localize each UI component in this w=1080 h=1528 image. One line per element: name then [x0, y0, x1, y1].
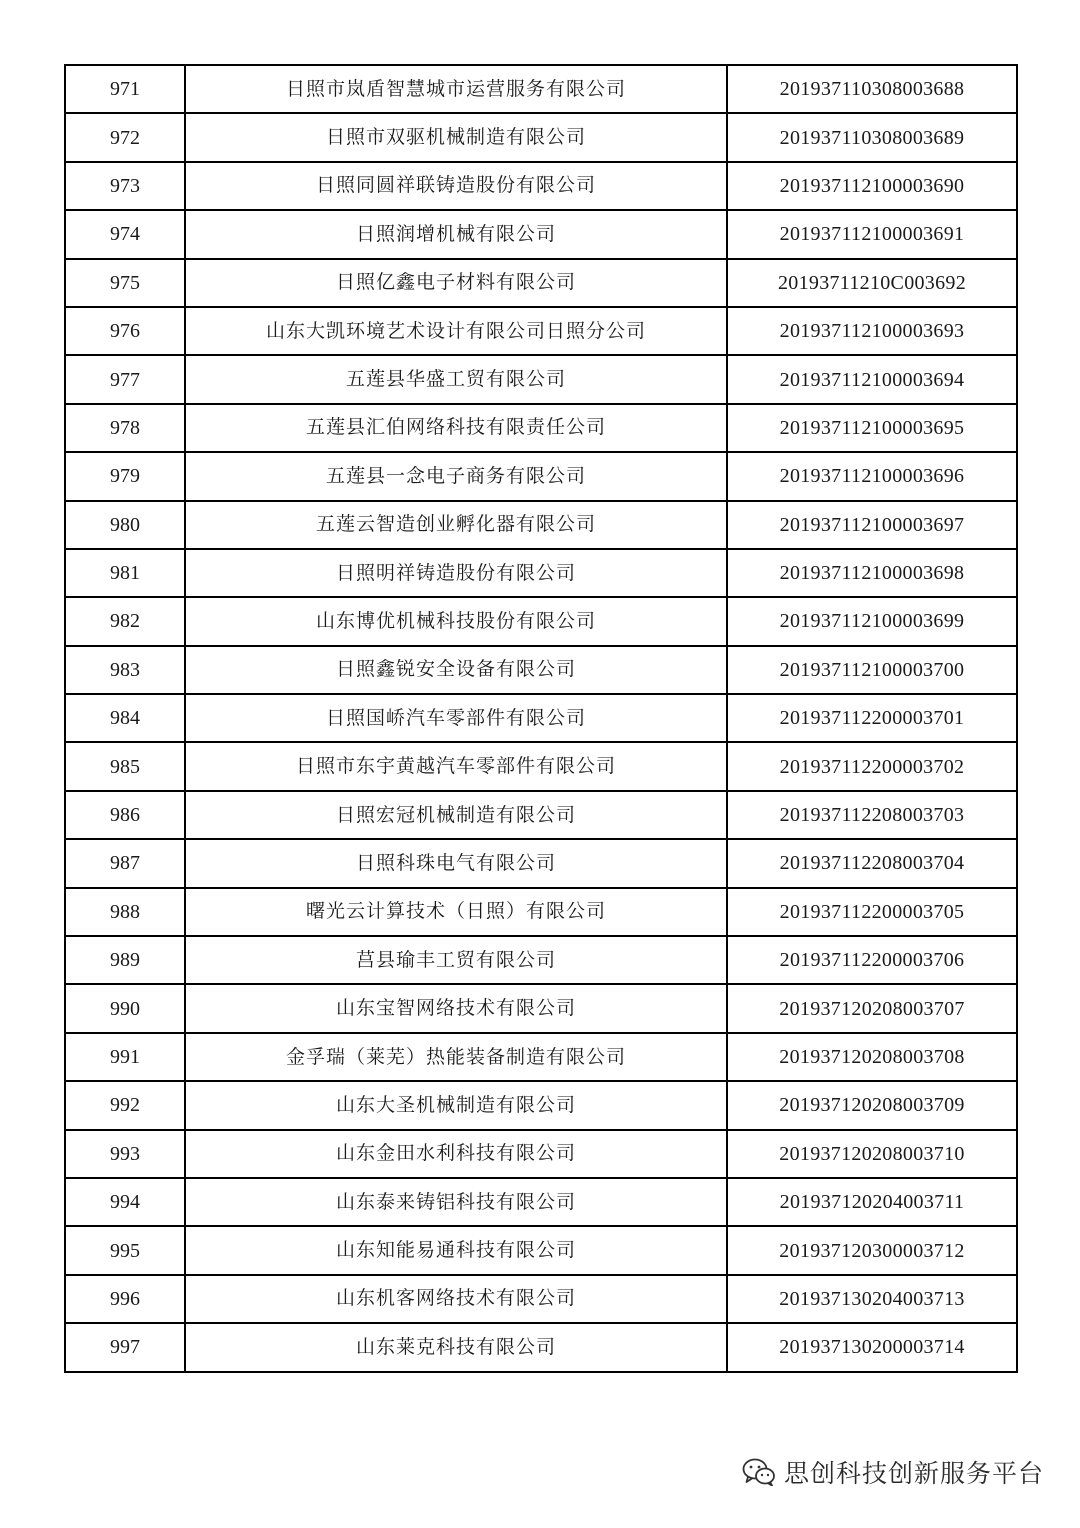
table-row [65, 259, 1017, 307]
company-name: 山东莱克科技有限公司 [185, 1323, 727, 1371]
table-row [65, 549, 1017, 597]
company-name: 金孚瑞（莱芜）热能装备制造有限公司 [185, 1033, 727, 1081]
row-number: 992 [65, 1081, 185, 1129]
registration-code: 201937120208003707 [727, 984, 1017, 1032]
company-name: 山东宝智网络技术有限公司 [185, 984, 727, 1032]
registration-code: 201937120208003710 [727, 1130, 1017, 1178]
table-row [65, 888, 1017, 936]
company-name: 山东机客网络技术有限公司 [185, 1275, 727, 1323]
row-number: 981 [65, 549, 185, 597]
row-number: 996 [65, 1275, 185, 1323]
row-number: 983 [65, 646, 185, 694]
registration-code: 201937130200003714 [727, 1323, 1017, 1371]
registration-code: 201937112208003704 [727, 839, 1017, 887]
row-number: 989 [65, 936, 185, 984]
row-number: 973 [65, 162, 185, 210]
row-number: 988 [65, 888, 185, 936]
row-number: 972 [65, 113, 185, 161]
company-name: 日照宏冠机械制造有限公司 [185, 791, 727, 839]
company-name: 日照市东宇黄越汽车零部件有限公司 [185, 742, 727, 790]
table-row [65, 1130, 1017, 1178]
registration-code: 201937112100003699 [727, 597, 1017, 645]
registration-code: 201937112100003695 [727, 404, 1017, 452]
registration-code: 20193711210C003692 [727, 259, 1017, 307]
row-number: 995 [65, 1226, 185, 1274]
table-row [65, 646, 1017, 694]
company-name: 山东大凯环境艺术设计有限公司日照分公司 [185, 307, 727, 355]
company-name: 日照明祥铸造股份有限公司 [185, 549, 727, 597]
table-row [65, 307, 1017, 355]
company-name: 日照科珠电气有限公司 [185, 839, 727, 887]
row-number: 994 [65, 1178, 185, 1226]
registration-code: 201937120204003711 [727, 1178, 1017, 1226]
registration-code: 201937120300003712 [727, 1226, 1017, 1274]
company-name: 山东博优机械科技股份有限公司 [185, 597, 727, 645]
company-name: 日照市岚盾智慧城市运营服务有限公司 [185, 65, 727, 113]
row-number: 978 [65, 404, 185, 452]
registration-code: 201937112200003705 [727, 888, 1017, 936]
registration-code: 201937112100003694 [727, 355, 1017, 403]
row-number: 982 [65, 597, 185, 645]
registration-code: 201937110308003688 [727, 65, 1017, 113]
company-name: 日照市双驱机械制造有限公司 [185, 113, 727, 161]
table-row [65, 404, 1017, 452]
company-list-table [64, 64, 1018, 1373]
registration-code: 201937112100003697 [727, 501, 1017, 549]
row-number: 984 [65, 694, 185, 742]
row-number: 977 [65, 355, 185, 403]
table-row [65, 791, 1017, 839]
company-name: 山东知能易通科技有限公司 [185, 1226, 727, 1274]
registration-code: 201937112200003702 [727, 742, 1017, 790]
table-row [65, 1323, 1017, 1371]
table-row [65, 1226, 1017, 1274]
registration-code: 201937110308003689 [727, 113, 1017, 161]
company-name: 曙光云计算技术（日照）有限公司 [185, 888, 727, 936]
table-row [65, 597, 1017, 645]
table-row [65, 1033, 1017, 1081]
table-row [65, 742, 1017, 790]
company-name: 日照润增机械有限公司 [185, 210, 727, 258]
company-name: 莒县瑜丰工贸有限公司 [185, 936, 727, 984]
registration-code: 201937112200003706 [727, 936, 1017, 984]
row-number: 991 [65, 1033, 185, 1081]
table-row [65, 1178, 1017, 1226]
table-row [65, 355, 1017, 403]
company-name: 五莲县一念电子商务有限公司 [185, 452, 727, 500]
table-row [65, 936, 1017, 984]
registration-code: 201937112100003690 [727, 162, 1017, 210]
company-name: 日照国峤汽车零部件有限公司 [185, 694, 727, 742]
row-number: 985 [65, 742, 185, 790]
table-body [65, 65, 1017, 1372]
row-number: 979 [65, 452, 185, 500]
row-number: 986 [65, 791, 185, 839]
company-name: 山东金田水利科技有限公司 [185, 1130, 727, 1178]
company-name: 山东泰来铸铝科技有限公司 [185, 1178, 727, 1226]
table-row [65, 210, 1017, 258]
table-row [65, 984, 1017, 1032]
row-number: 990 [65, 984, 185, 1032]
registration-code: 201937112200003701 [727, 694, 1017, 742]
company-name: 日照鑫锐安全设备有限公司 [185, 646, 727, 694]
registration-code: 201937130204003713 [727, 1275, 1017, 1323]
company-name: 五莲县汇伯网络科技有限责任公司 [185, 404, 727, 452]
table-row [65, 65, 1017, 113]
row-number: 997 [65, 1323, 185, 1371]
table-row [65, 162, 1017, 210]
row-number: 975 [65, 259, 185, 307]
row-number: 971 [65, 65, 185, 113]
registration-code: 201937112100003700 [727, 646, 1017, 694]
company-name: 五莲云智造创业孵化器有限公司 [185, 501, 727, 549]
row-number: 980 [65, 501, 185, 549]
registration-code: 201937120208003709 [727, 1081, 1017, 1129]
company-name: 日照同圆祥联铸造股份有限公司 [185, 162, 727, 210]
table-row [65, 113, 1017, 161]
row-number: 993 [65, 1130, 185, 1178]
company-name: 五莲县华盛工贸有限公司 [185, 355, 727, 403]
registration-code: 201937112100003698 [727, 549, 1017, 597]
row-number: 987 [65, 839, 185, 887]
watermark [742, 1452, 1044, 1492]
registration-code: 201937112100003696 [727, 452, 1017, 500]
registration-code: 201937112100003693 [727, 307, 1017, 355]
registration-code: 201937112100003691 [727, 210, 1017, 258]
registration-code: 201937120208003708 [727, 1033, 1017, 1081]
company-name: 山东大圣机械制造有限公司 [185, 1081, 727, 1129]
table-row [65, 694, 1017, 742]
registration-code: 201937112208003703 [727, 791, 1017, 839]
row-number: 976 [65, 307, 185, 355]
wechat-icon [742, 1458, 776, 1486]
table-row [65, 501, 1017, 549]
table-row [65, 1081, 1017, 1129]
table-row [65, 839, 1017, 887]
row-number: 974 [65, 210, 185, 258]
watermark-text: 思创科技创新服务平台 [783, 1459, 1044, 1488]
company-name: 日照亿鑫电子材料有限公司 [185, 259, 727, 307]
table-row [65, 1275, 1017, 1323]
table-row [65, 452, 1017, 500]
